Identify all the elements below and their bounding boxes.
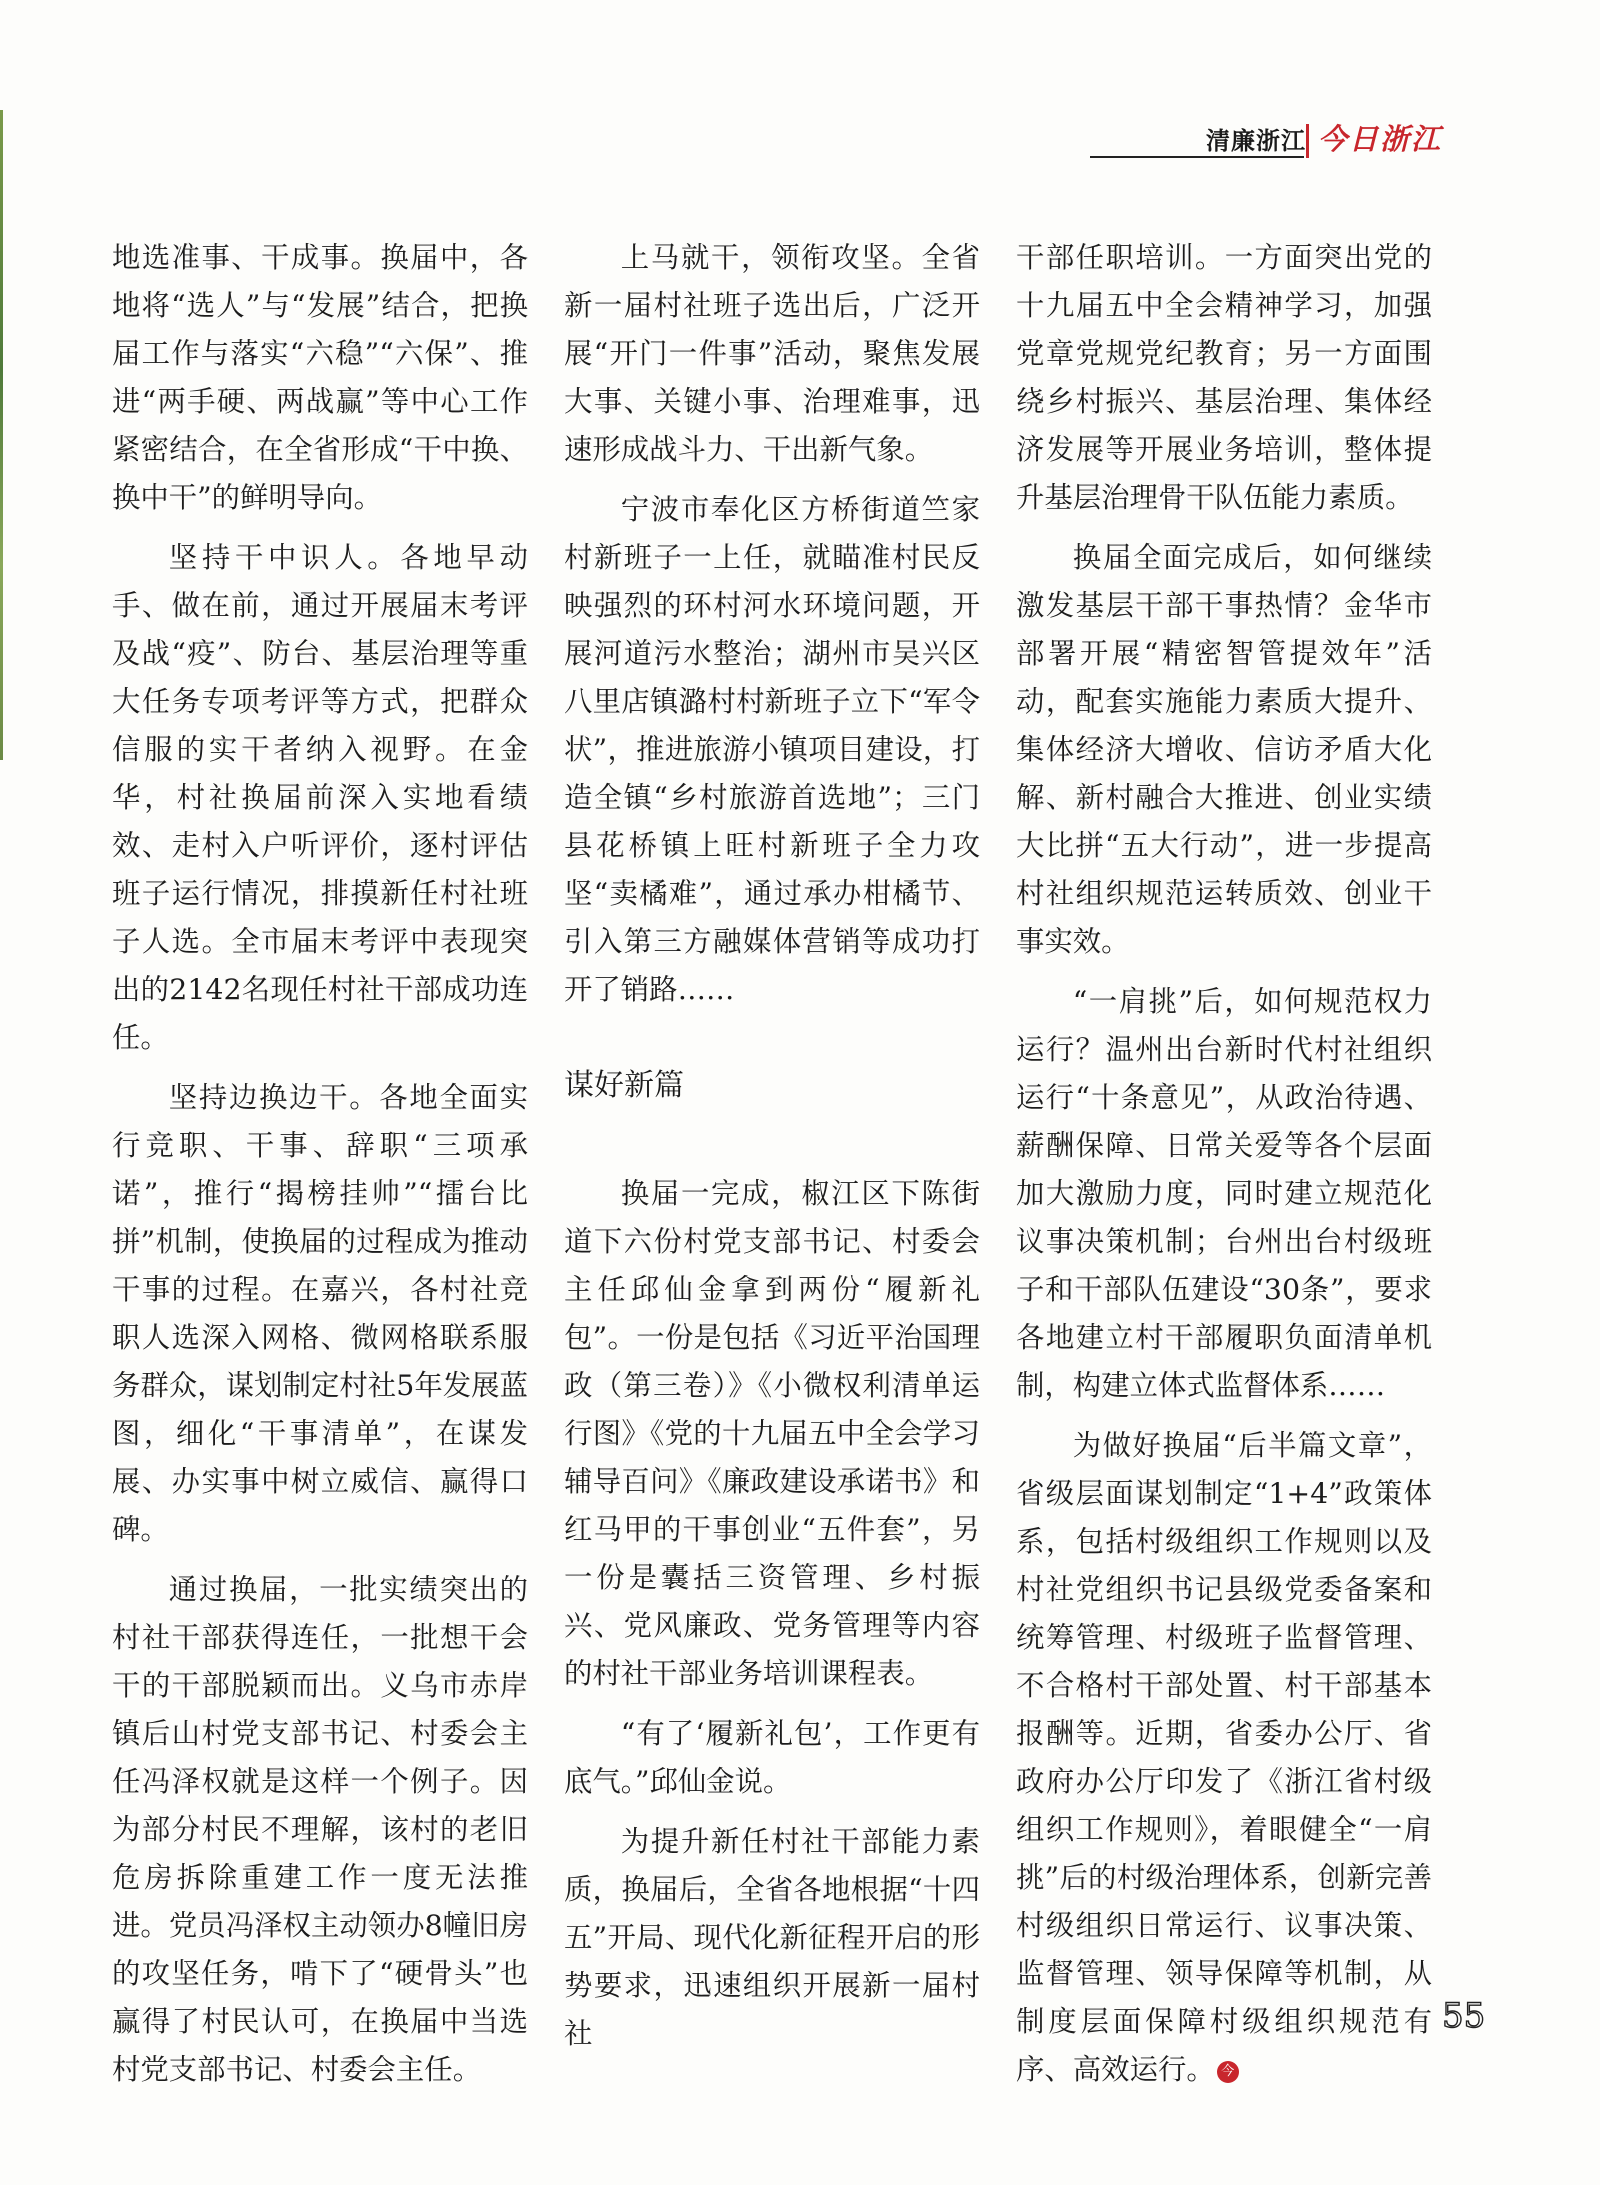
paragraph-text: 为做好换届“后半篇文章”，省级层面谋划制定“1+4”政策体系，包括村级组织工作规则以及村社党组织书记县级党委备案和统筹管理、村级班子监督管理、不合格村干部处置、村干部基本报酬等。近期，省委办公厅、省政府办公厅印发了《浙江省村级组织工作规则》，着眼健全“一肩挑”后的村级治理体系，创新完善村级组织日常运行、议事决策、监督管理、领导保障等机制，从制度层面保障村级组织规范有序、高效运行。 (1016, 1429, 1432, 2086)
paragraph: “一肩挑”后，如何规范权力运行？温州出台新时代村社组织运行“十条意见”，从政治待遇、薪酬保障、日常关爱等各个层面加大激励力度，同时建立规范化议事决策机制；台州出台村级班子和干部队伍建设“30条”，要求各地建立村干部履职负面清单机制，构建立体式监督体系…… (1016, 985, 1432, 1402)
header-rule (1090, 156, 1304, 158)
magazine-logo: 今日浙江 (1318, 122, 1443, 156)
paragraph: 坚持边换边干。各地全面实行竞职、干事、辞职“三项承诺”，推行“揭榜挂帅”“擂台比拼”机制，使换届的过程成为推动干事的过程。在嘉兴，各村社竞职人选深入网格、微网格联系服务群众，谋划制定村社5年发展蓝图，细化“干事清单”，在谋发展、办实事中树立威信、赢得口碑。 (112, 1081, 528, 1546)
page-edge-strip (0, 110, 3, 760)
paragraph: “有了‘履新礼包’，工作更有底气。”邱仙金说。 (564, 1717, 980, 1798)
paragraph: 干部任职培训。一方面突出党的十九届五中全会精神学习，加强党章党规党纪教育；另一方面围绕乡村振兴、基层治理、集体经济发展等开展业务培训，整体提升基层治理骨干队伍能力素质。 (1016, 241, 1432, 514)
article-column-1 (112, 234, 528, 2106)
paragraph: 换届全面完成后，如何继续激发基层干部干事热情？金华市部署开展“精密智管提效年”活动，配套实施能力素质大提升、集体经济大增收、信访矛盾大化解、新村融合大推进、创业实绩大比拼“五大行动”，进一步提高村社组织规范运转质效、创业干事实效。 (1016, 541, 1432, 958)
paragraph: 宁波市奉化区方桥街道竺家村新班子一上任，就瞄准村民反映强烈的环村河水环境问题，开展河道污水整治；湖州市吴兴区八里店镇潞村村新班子立下“军令状”，推进旅游小镇项目建设，打造全镇“乡村旅游首选地”；三门县花桥镇上旺村新班子全力攻坚“卖橘难”，通过承办柑橘节、引入第三方融媒体营销等成功打开了销路…… (564, 493, 980, 1006)
paragraph: 坚持干中识人。各地早动手、做在前，通过开展届末考评及战“疫”、防台、基层治理等重大任务专项考评等方式，把群众信服的实干者纳入视野。在金华，村社换届前深入实地看绩效、走村入户听评价，逐村评估班子运行情况，排摸新任村社班子人选。全市届末考评中表现突出的2142名现任村社干部成功连任。 (112, 541, 528, 1054)
paragraph: 地选准事、干成事。换届中，各地将“选人”与“发展”结合，把换届工作与落实“六稳”“六保”、推进“两手硬、两战赢”等中心工作紧密结合，在全省形成“干中换、换中干”的鲜明导向。 (112, 241, 528, 514)
article-column-3 (1016, 234, 1432, 2106)
section-heading: 谋好新篇 (564, 1068, 684, 1103)
paragraph: 上马就干，领衔攻坚。全省新一届村社班子选出后，广泛开展“开门一件事”活动，聚焦发展大事、关键小事、治理难事，迅速形成战斗力、干出新气象。 (564, 241, 980, 466)
article-column-2 (564, 234, 980, 2070)
page-number: 55 (1442, 1996, 1486, 2036)
last-paragraph (1016, 1422, 1432, 2094)
paragraph: 通过换届，一批实绩突出的村社干部获得连任，一批想干会干的干部脱颖而出。义乌市赤岸镇后山村党支部书记、村委会主任冯泽权就是这样一个例子。因为部分村民不理解，该村的老旧危房拆除重建工作一度无法推进。党员冯泽权主动领办8幢旧房的攻坚任务，啃下了“硬骨头”也赢得了村民认可，在换届中当选村党支部书记、村委会主任。 (112, 1573, 528, 2086)
header-section-title: 清廉浙江 (1206, 127, 1306, 155)
paragraph: 换届一完成，椒江区下陈街道下六份村党支部书记、村委会主任邱仙金拿到两份“履新礼包”。一份是包括《习近平治国理政（第三卷）》《小微权利清单运行图》《党的十九届五中全会学习辅导百问》《廉政建设承诺书》和红马甲的干事创业“五件套”，另一份是囊括三资管理、乡村振兴、党风廉政、党务管理等内容的村社干部业务培训课程表。 (564, 1177, 980, 1690)
paragraph: 为提升新任村社干部能力素质，换届后，全省各地根据“十四五”开局、现代化新征程开启的形势要求，迅速组织开展新一届村社 (564, 1825, 980, 2050)
header-divider (1306, 124, 1309, 158)
end-mark-icon: 今 (1217, 2061, 1239, 2083)
